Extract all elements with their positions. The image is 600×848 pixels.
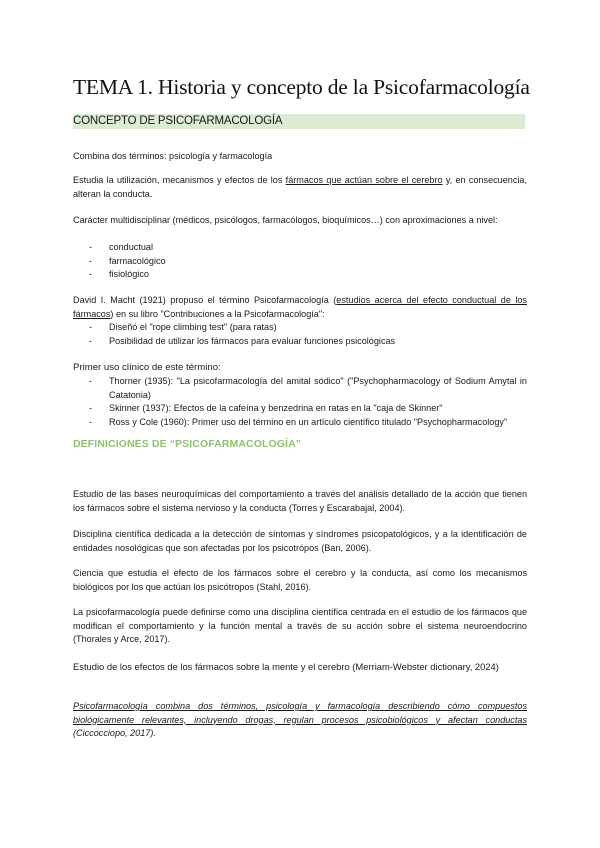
- clinical-list: [73, 375, 527, 429]
- list-dash: -: [89, 416, 93, 427]
- list-dash: -: [89, 269, 93, 280]
- paragraph-macht-text-a: David I. Macht (1921) propuso el término Psicofarmacología (: [73, 295, 337, 305]
- list-item-text: Diseñó el "rope climbing test" (para ratas): [109, 322, 277, 332]
- list-item-text: conductual: [109, 242, 153, 252]
- list-item-text: Ross y Cole (1960): Primer uso del término en un artículo científico titulado "Psychopharmacology": [109, 416, 508, 427]
- list-item: [73, 335, 527, 349]
- list-item-text: farmacológico: [109, 255, 166, 266]
- paragraph-primer-uso: Primer uso clínico de este término:: [73, 362, 221, 373]
- definition-ciccocciopo-citation: (Ciccocciopo, 2017).: [73, 728, 156, 739]
- definition-merriam-webster: Estudio de los efectos de los fármacos sobre la mente y el cerebro (Merriam-Webster dictionary, 2024): [73, 661, 499, 672]
- page-title: TEMA 1. Historia y concepto de la Psicofarmacología: [73, 75, 530, 99]
- list-item-text: Thorner (1935): "La psicofarmacología del amital sódico" ("Psychopharmacology of Sodium Amytal in Catatonia): [109, 376, 527, 400]
- levels-list: [73, 241, 527, 282]
- section-heading-definiciones: DEFINICIONES DE “PSICOFARMACOLOGÍA”: [73, 438, 302, 450]
- list-item: [73, 402, 527, 416]
- list-item: [73, 241, 527, 255]
- paragraph-macht-underlined: estudios acerca del efecto conductual de los fármacos: [73, 295, 527, 319]
- list-dash: -: [89, 335, 93, 346]
- definition-ciccocciopo: [73, 700, 527, 741]
- paragraph-estudia-underlined: fármacos que actúan sobre el cerebro: [285, 175, 443, 185]
- list-dash: -: [89, 322, 93, 332]
- definition-ciccocciopo-underlined: Psicofarmacología combina dos términos, psicología y farmacología describiendo cómo compuestos biológicamente relevantes, incluyendo drogas, regulan procesos psicobiológicos y afectan conductas: [73, 701, 527, 725]
- section-heading-banner: [73, 114, 525, 129]
- definition-ban: Disciplina científica dedicada a la detección de síntomas y síndromes psicopatológicos, y a la identificación de entidades nosológicas que son afectadas por los psicotrópos (Ban, 2006).: [73, 529, 527, 553]
- paragraph-multidisciplinar: Carácter multidisciplinar (médicos, psicólogos, farmacólogos, bioquímicos…) con aproximaciones a nivel:: [73, 215, 498, 225]
- list-dash: -: [89, 403, 93, 414]
- list-dash: -: [89, 242, 93, 252]
- list-item: [73, 255, 527, 269]
- paragraph-macht: [73, 294, 527, 321]
- paragraph-estudia-text-b: y, en consecuencia, alteran la conducta.: [73, 175, 528, 199]
- definition-thorales: La psicofarmacología puede definirse como una disciplina científica centrada en el estudio de los fármacos que modifican el comportamiento y la función mental a través de su acción sobre el sistema neuroendocrino (Thorales y Arce, 2017).: [73, 607, 527, 645]
- list-item-text: Posibilidad de utilizar los fármacos para evaluar funciones psicológicas: [109, 335, 396, 346]
- definition-torres: Estudio de las bases neuroquímicas del comportamiento a través del análisis detallado de la acción que tienen los fármacos sobre el sistema nervioso y la conducta (Torres y Escarabajal, 2004).: [73, 489, 527, 513]
- definition-stahl: Ciencia que estudia el efecto de los fármacos sobre el cerebro y la conducta, así como los mecanismos biológicos por los que actúan los psicótropos (Stahl, 2016).: [73, 568, 527, 592]
- list-item: [73, 375, 527, 402]
- paragraph-combina: Combina dos términos: psicología y farmacología: [73, 151, 273, 161]
- list-item: [73, 321, 527, 335]
- list-item: [73, 268, 527, 282]
- macht-list: [73, 321, 527, 348]
- paragraph-estudia: [73, 174, 527, 201]
- list-item-text: fisiológico: [109, 269, 149, 280]
- paragraph-macht-text-b: ) en su libro "Contribuciones a la Psicofarmacología":: [110, 308, 325, 319]
- list-item: [73, 416, 527, 430]
- section-heading-concepto: CONCEPTO DE PSICOFARMACOLOGÍA: [73, 115, 283, 127]
- paragraph-estudia-text-a: Estudia la utilización, mecanismos y efectos de los: [73, 175, 286, 185]
- list-dash: -: [89, 255, 93, 266]
- list-dash: -: [89, 376, 93, 386]
- list-item-text: Skinner (1937): Efectos de la cafeína y benzedrina en ratas en la "caja de Skinner": [109, 403, 443, 414]
